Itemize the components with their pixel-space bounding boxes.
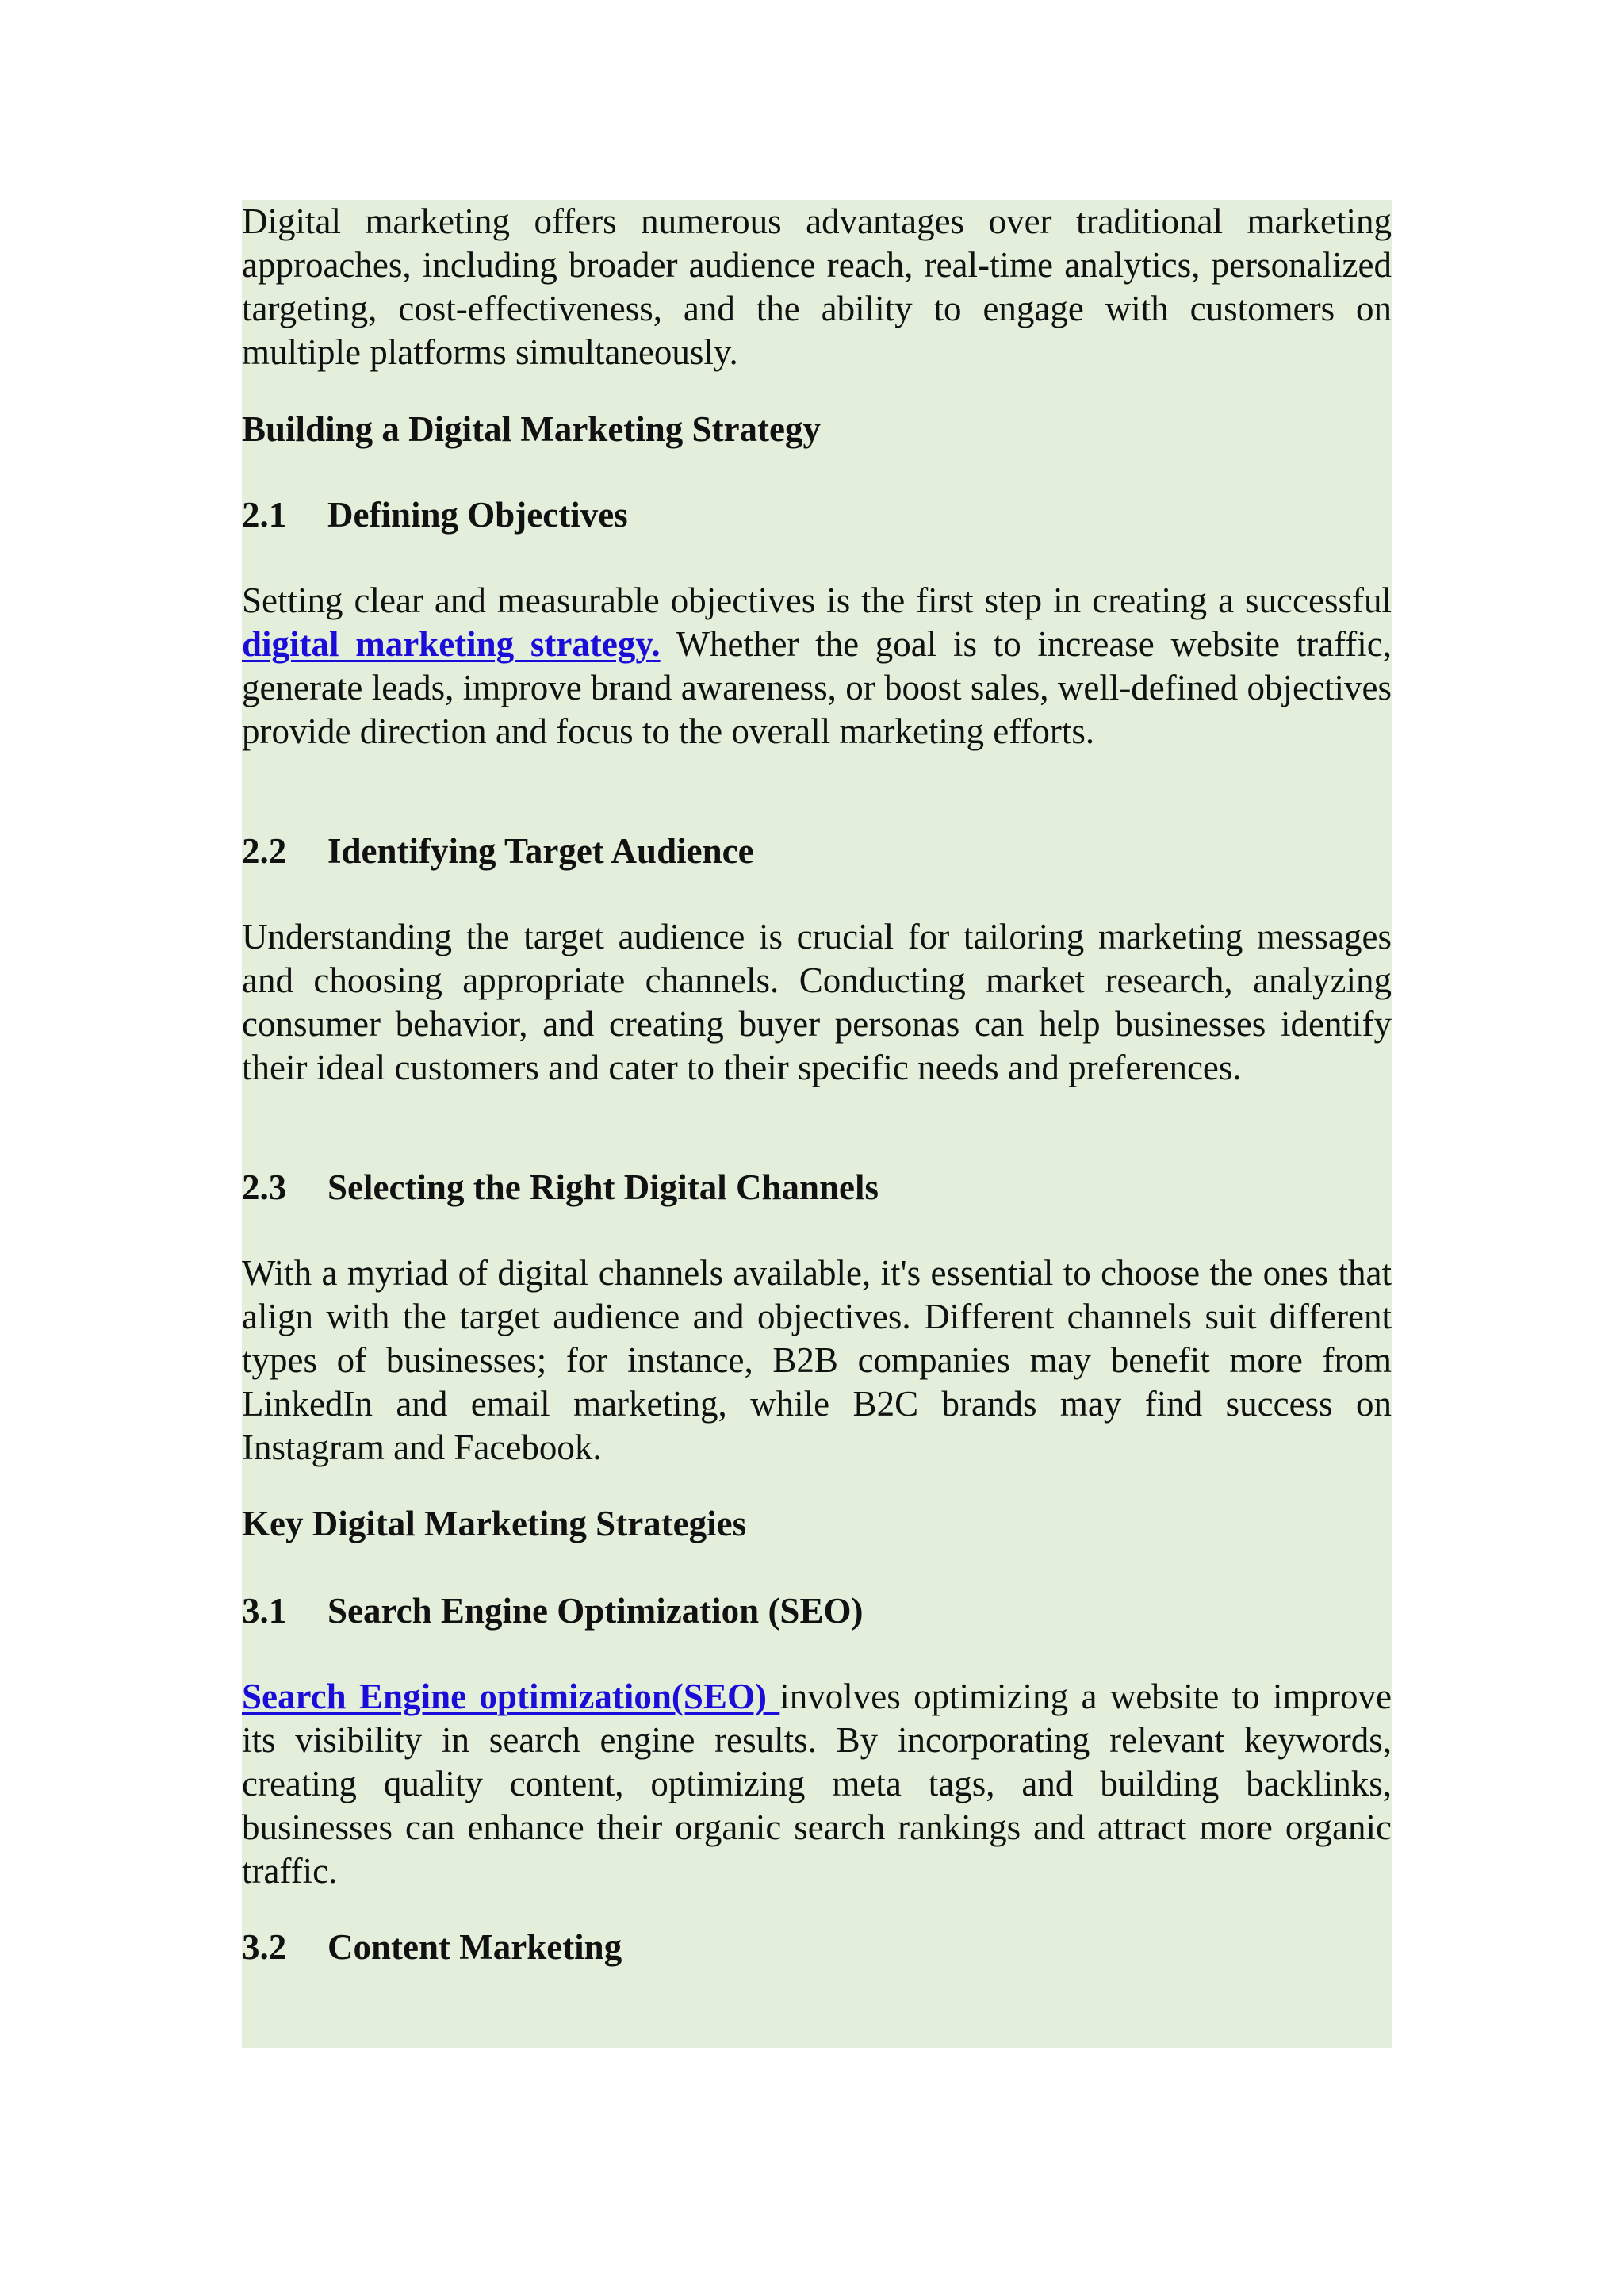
digital-marketing-strategy-link-text: digital marketing strategy xyxy=(242,624,652,664)
subsection-2-1-heading xyxy=(242,493,1392,537)
subsection-2-1-number: 2.1 xyxy=(242,495,287,535)
subsection-2-2-title: Identifying Target Audience xyxy=(327,831,754,871)
subsection-2-2-heading xyxy=(242,830,1392,873)
digital-channels-paragraph: With a myriad of digital channels available, it's essential to choose the ones that align with the target audience and objectives. Different channels suit different types of businesses; for instance, B2B companies may benefit more from LinkedIn and email marketing, while B2C brands may find success on Instagram and Facebook. xyxy=(242,1253,1392,1467)
seo-link[interactable]: Search Engine optimization(SEO) xyxy=(242,1677,780,1716)
objectives-text-before: Setting clear and measurable objectives is the first step in creating a successful xyxy=(242,581,1392,620)
digital-marketing-strategy-link[interactable] xyxy=(242,624,661,664)
subsection-2-3-title: Selecting the Right Digital Channels xyxy=(327,1167,879,1207)
subsection-2-1-title: Defining Objectives xyxy=(327,495,628,535)
section-2-heading: Building a Digital Marketing Strategy xyxy=(242,409,821,449)
subsection-2-3-number: 2.3 xyxy=(242,1167,287,1207)
subsection-3-1-title: Search Engine Optimization (SEO) xyxy=(327,1591,864,1631)
objectives-text-after: Whether the goal is to increase website traffic, generate leads, improve brand awareness, or boost sales, well-defined objectives provide direction and focus to the overall marketing efforts. xyxy=(242,624,1392,751)
objectives-paragraph xyxy=(242,579,1392,753)
target-audience-paragraph: Understanding the target audience is crucial for tailoring marketing messages and choosing appropriate channels. Conducting market research, analyzing consumer behavior, and creating buyer personas can help businesses identify their ideal customers and cater to their specific needs and preferences. xyxy=(242,917,1392,1087)
subsection-3-1-number: 3.1 xyxy=(242,1591,287,1631)
section-3-heading: Key Digital Marketing Strategies xyxy=(242,1504,747,1543)
subsection-3-2-number: 3.2 xyxy=(242,1927,287,1967)
seo-text-after: involves optimizing a website to improve its visibility in search engine results. By incorporating relevant keywords, creating quality content, optimizing meta tags, and building backlinks, businesses can enhance their organic search rankings and attract more organic traffic. xyxy=(242,1677,1392,1891)
subsection-2-3-heading xyxy=(242,1166,1392,1209)
intro-paragraph: Digital marketing offers numerous advantages over traditional marketing approaches, including broader audience reach, real-time analytics, personalized targeting, cost-effectiveness, and the ability to engage with customers on multiple platforms simultaneously. xyxy=(242,201,1392,372)
subsection-3-2-title: Content Marketing xyxy=(327,1927,622,1967)
subsection-3-2-heading xyxy=(242,1926,1392,1969)
link-period: . xyxy=(651,624,661,664)
seo-paragraph xyxy=(242,1675,1392,1893)
highlighted-content-area xyxy=(242,200,1392,2048)
subsection-3-1-heading xyxy=(242,1589,1392,1633)
subsection-2-2-number: 2.2 xyxy=(242,831,287,871)
